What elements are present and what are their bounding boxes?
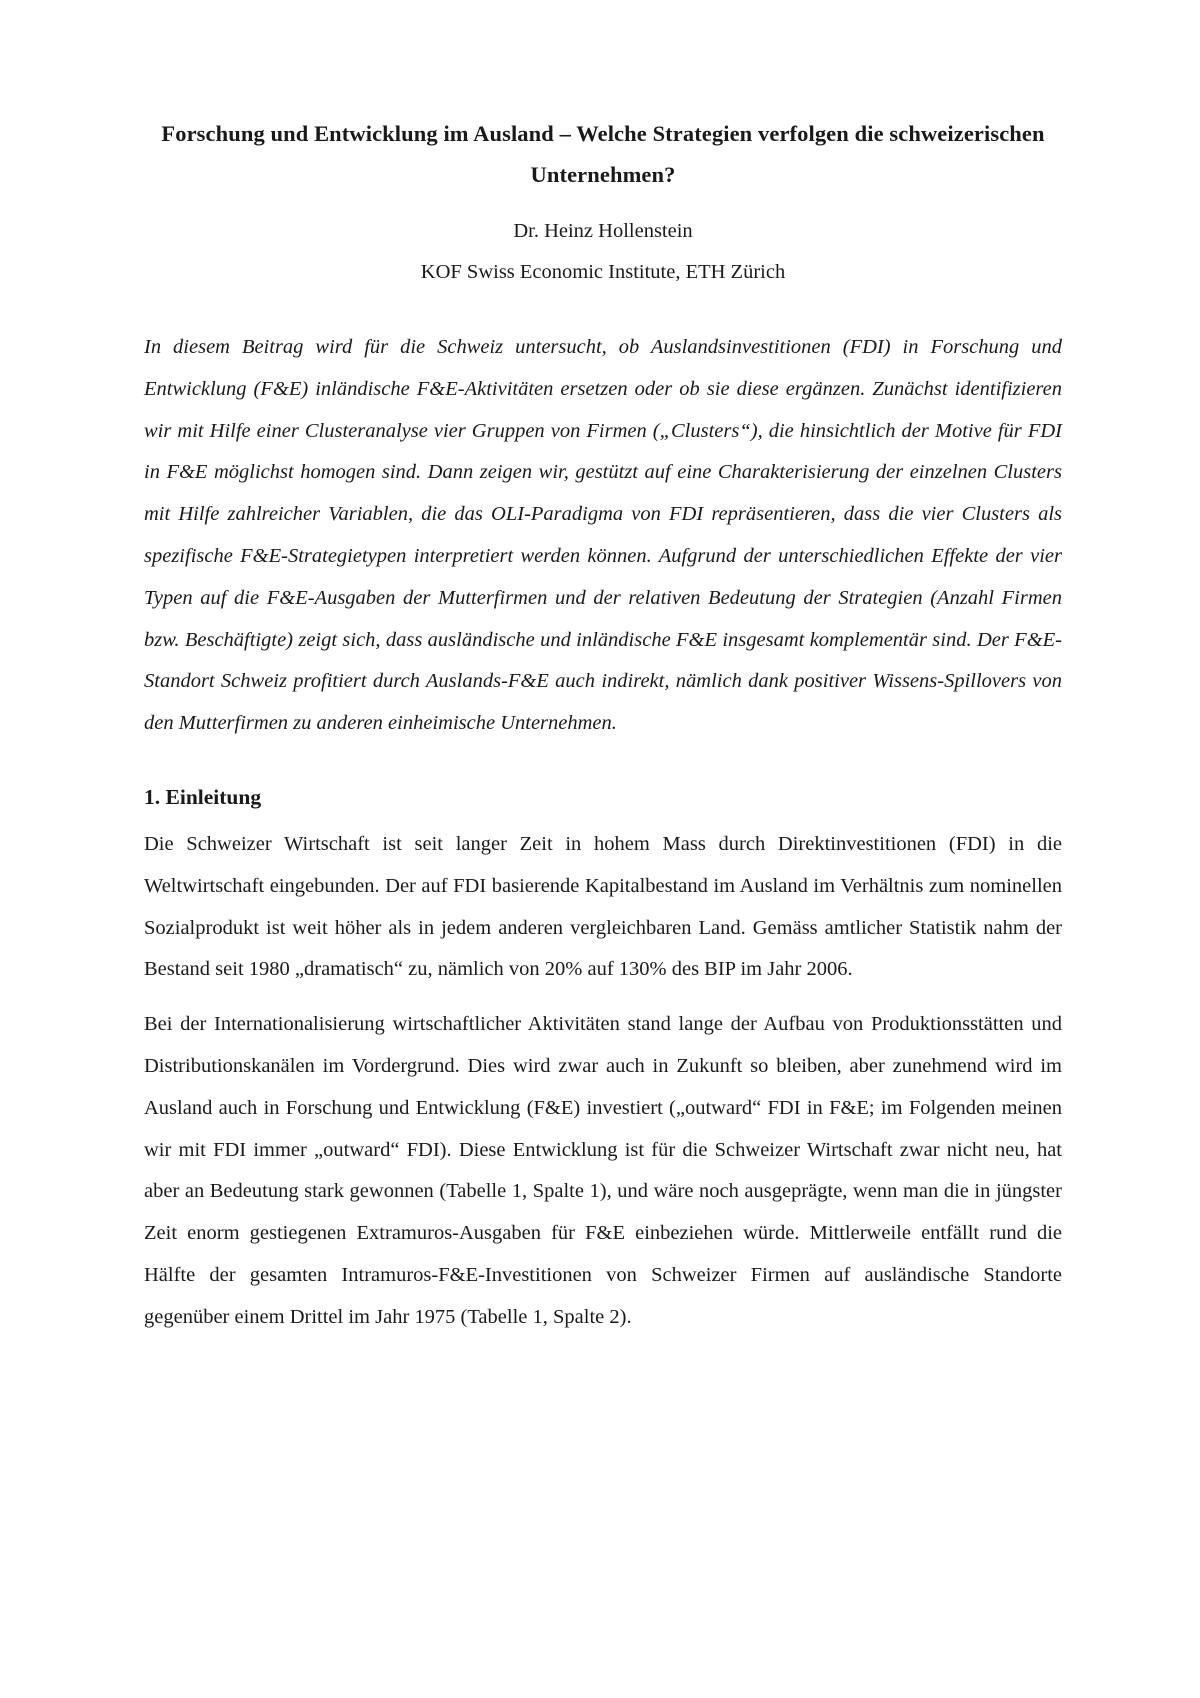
body-paragraph: Bei der Internationalisierung wirtschaftlicher Aktivitäten stand lange der Aufbau von Produktionsstätten und Distributionskanälen im Vordergrund. Dies wird zwar auch in Zukunft so bleiben, aber zunehmend wird im Ausland auch in Forschung und Entwicklung (F&E) investiert („outward“ FDI in F&E; im Folgenden meinen wir mit FDI immer „outward“ FDI). Diese Entwicklung ist für die Schweizer Wirtschaft zwar nicht neu, hat aber an Bedeutung stark gewonnen (Tabelle 1, Spalte 1), und wäre noch ausgeprägte, wenn man die in jüngster Zeit enorm gestiegenen Extramuros-Ausgaben für F&E einbeziehen würde. Mittlerweile entfällt rund die Hälfte der gesamten Intramuros-F&E-Investitionen von Schweizer Firmen auf ausländische Standorte gegenüber einem Drittel im Jahr 1975 (Tabelle 1, Spalte 2). (144, 1013, 1062, 1328)
abstract: In diesem Beitrag wird für die Schweiz untersucht, ob Auslandsinvestitionen (FDI) in Forschung und Entwicklung (F&E) inländische F&E-Aktivitäten ersetzen oder ob sie diese ergänzen. Zunächst identifizieren wir mit Hilfe einer Clusteranalyse vier Gruppen von Firmen („Clusters“), die hinsichtlich der Motive für FDI in F&E möglichst homogen sind. Dann zeigen wir, gestützt auf eine Charakterisierung der einzelnen Clusters mit Hilfe zahlreicher Variablen, die das OLI-Paradigma von FDI repräsentieren, dass die vier Clusters als spezifische F&E-Strategietypen interpretiert werden können. Aufgrund der unterschiedlichen Effekte der vier Typen auf die F&E-Ausgaben der Mutterfirmen und der relativen Bedeutung der Strategien (Anzahl Firmen bzw. Beschäftigte) zeigt sich, dass ausländische und inländische F&E insgesamt komplementär sind. Der F&E-Standort Schweiz profitiert durch Auslands-F&E auch indirekt, nämlich dank positiver Wissens-Spillovers von den Mutterfirmen zu anderen einheimische Unternehmen. (144, 336, 1062, 735)
author-affiliation: KOF Swiss Economic Institute, ETH Zürich (420, 261, 786, 283)
page-content (144, 113, 1062, 1352)
section-heading: 1. Einleitung (144, 784, 262, 809)
author-name: Dr. Heinz Hollenstein (513, 220, 693, 242)
document-title: Forschung und Entwicklung im Ausland – Welche Strategien verfolgen die schweizerischen Unternehmen? (161, 121, 1045, 187)
body-paragraph: Die Schweizer Wirtschaft ist seit langer Zeit in hohem Mass durch Direktinvestitionen (FDI) in die Weltwirtschaft eingebunden. Der auf FDI basierende Kapitalbestand im Ausland im Verhältnis zum nominellen Sozialprodukt ist weit höher als in jedem anderen vergleichbaren Land. Gemäss amtlicher Statistik nahm der Bestand seit 1980 „dramatisch“ zu, nämlich von 20% auf 130% des BIP im Jahr 2006. (144, 832, 1062, 981)
